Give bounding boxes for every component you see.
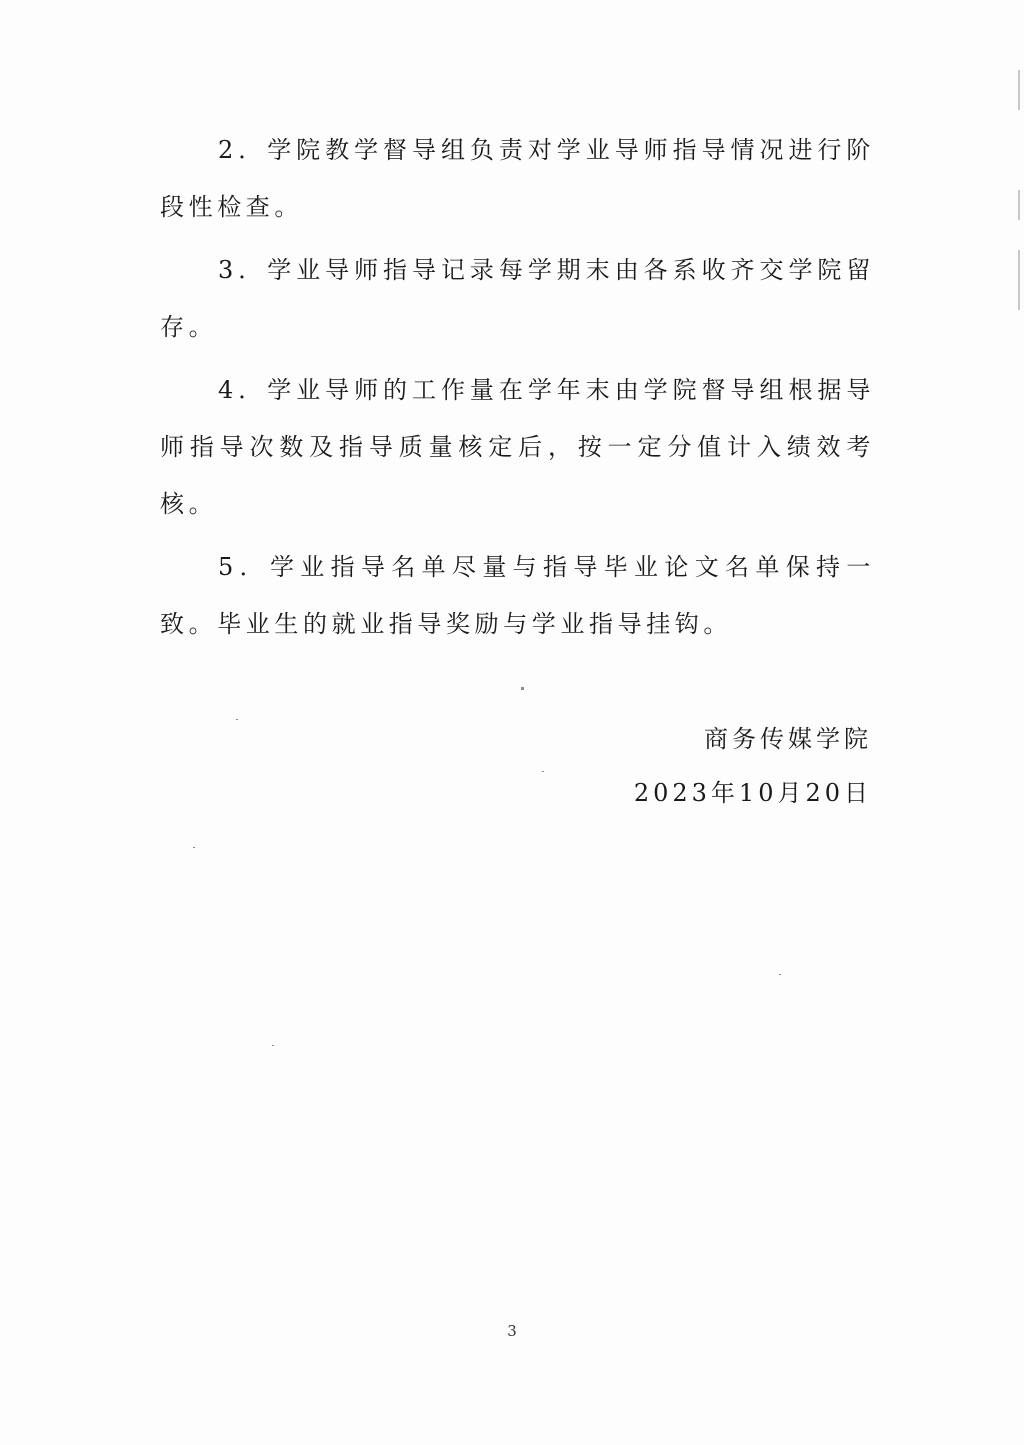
- issue-date: 2023年10月20日: [633, 779, 872, 807]
- scan-speck: [542, 771, 544, 772]
- scan-edge-mark: [1018, 190, 1020, 220]
- document-body: [160, 122, 875, 659]
- paragraph-item-4: 4．学业导师的工作量在学年末由学院督导组根据导师指导次数及指导质量核定后，按一定分值计入绩效考核。: [160, 376, 875, 518]
- scan-speck: [779, 974, 781, 975]
- paragraph-item-3: 3．学业导师指导记录每学期末由各系收齐交学院留存。: [160, 256, 875, 341]
- scan-speck: [236, 719, 238, 720]
- scan-speck: [272, 1045, 274, 1046]
- paragraph-item-5: 5．学业指导名单尽量与指导毕业论文名单保持一致。毕业生的就业指导奖励与学业指导挂钩。: [160, 553, 875, 638]
- scan-edge-mark: [1018, 250, 1020, 310]
- scan-speck: [193, 847, 195, 848]
- paragraph-item-2: 2．学院教学督导组负责对学业导师指导情况进行阶段性检查。: [160, 136, 875, 221]
- issuing-organization: 商务传媒学院: [704, 725, 872, 753]
- scan-speck: [521, 687, 524, 690]
- page-number: 3: [507, 1322, 517, 1340]
- scan-edge-mark: [1018, 70, 1020, 110]
- signature-block: [634, 712, 872, 820]
